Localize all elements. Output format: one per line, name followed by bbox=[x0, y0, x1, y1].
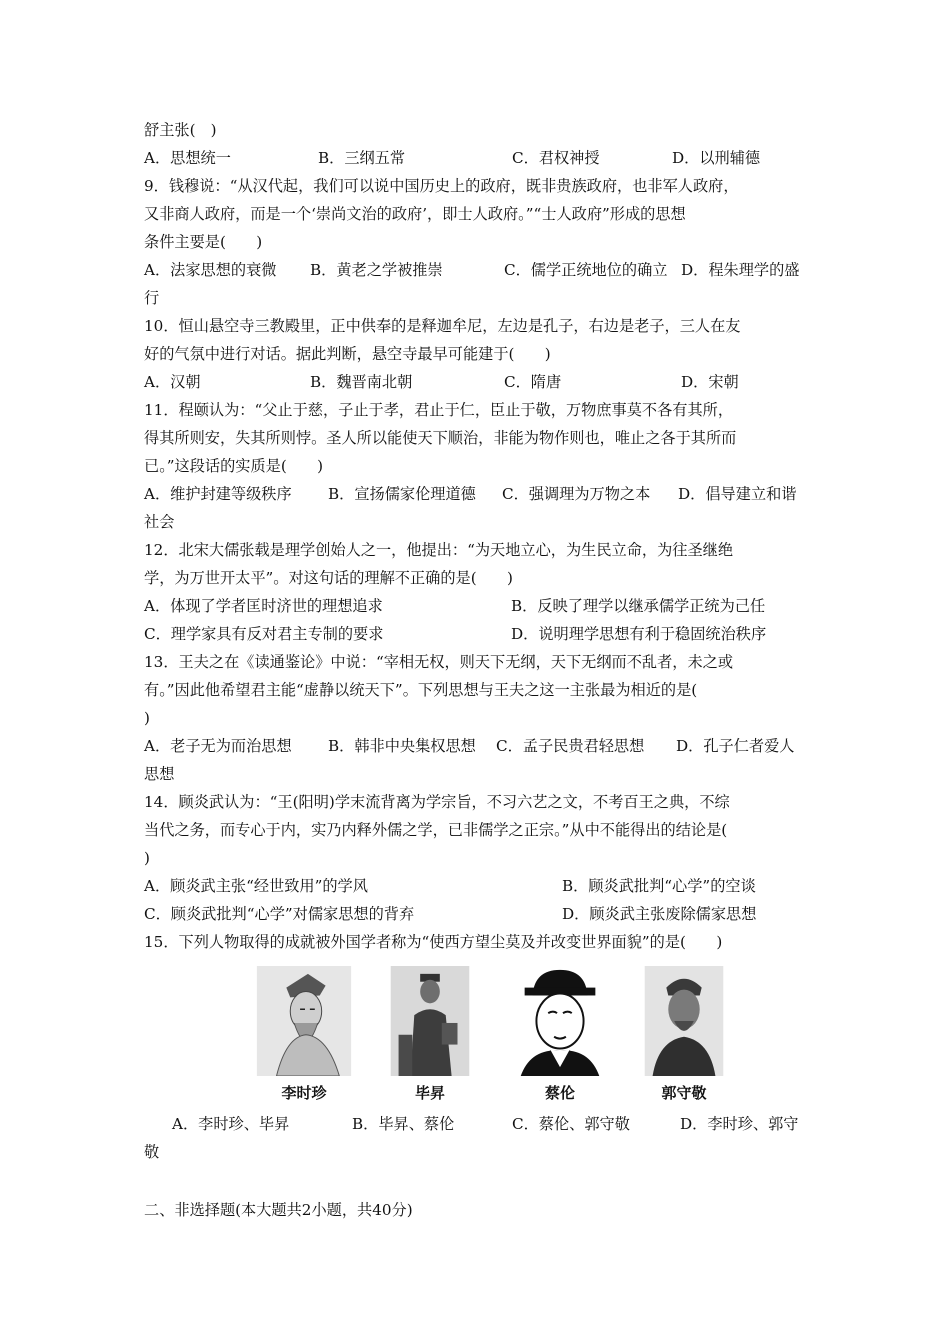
portrait-guo-shoujing bbox=[644, 966, 724, 1076]
q8-option-c[interactable]: C．君权神授 bbox=[512, 149, 600, 167]
q12-option-d[interactable]: D．说明理学思想有利于稳固统治秩序 bbox=[511, 625, 767, 643]
q14-stem-line: 14．顾炎武认为：“王(阳明)学末流背离为学宗旨，不习六艺之文，不考百王之典，不综 bbox=[144, 793, 730, 811]
q9-option-c[interactable]: C．儒学正统地位的确立 bbox=[504, 261, 668, 279]
q8-stem-tail: 舒主张( ) bbox=[144, 121, 217, 139]
q9-stem-line: 又非商人政府，而是一个‘崇尚文治的政府’，即士人政府。”“士人政府”形成的思想 bbox=[144, 205, 686, 223]
q9-options bbox=[144, 256, 812, 284]
q8-options bbox=[144, 144, 812, 172]
caption-li-shizhen: 李时珍 bbox=[281, 1084, 327, 1102]
q13-option-d-wrap: 思想 bbox=[144, 765, 175, 783]
q15-option-c[interactable]: C．蔡伦、郭守敬 bbox=[512, 1115, 630, 1133]
q15-option-a[interactable]: A．李时珍、毕昇 bbox=[172, 1115, 290, 1133]
q10-stem-line: 10．恒山悬空寺三教殿里，正中供奉的是释迦牟尼，左边是孔子，右边是老子，三人在友 bbox=[144, 317, 741, 335]
q13-stem-line: ) bbox=[144, 709, 150, 727]
q9-option-d[interactable]: D．程朱理学的盛 bbox=[681, 261, 800, 279]
q12-option-c[interactable]: C．理学家具有反对君主专制的要求 bbox=[144, 625, 384, 643]
q11-option-a[interactable]: A．维护封建等级秩序 bbox=[144, 485, 292, 503]
q15-options bbox=[144, 1110, 812, 1138]
q13-option-d[interactable]: D．孔子仁者爱人 bbox=[676, 737, 795, 755]
q14-options-row1 bbox=[144, 872, 812, 900]
portrait-captions bbox=[256, 1076, 812, 1110]
q14-option-d[interactable]: D．顾炎武主张废除儒家思想 bbox=[562, 905, 757, 923]
q8-option-b[interactable]: B．三纲五常 bbox=[318, 149, 406, 167]
q15-option-d[interactable]: D．李时珍、郭守 bbox=[680, 1115, 799, 1133]
portrait-drawing-image bbox=[510, 966, 610, 1076]
q14-option-c[interactable]: C．顾炎武批判“心学”对儒家思想的背弃 bbox=[144, 905, 415, 923]
q8-option-d[interactable]: D．以刑辅德 bbox=[672, 149, 761, 167]
q14-option-a[interactable]: A．顾炎武主张“经世致用”的学风 bbox=[144, 877, 368, 895]
caption-cai-lun: 蔡伦 bbox=[544, 1084, 575, 1102]
q13-option-b[interactable]: B．韩非中央集权思想 bbox=[328, 737, 476, 755]
q10-stem-line: 好的气氛中进行对话。据此判断，悬空寺最早可能建于( ) bbox=[144, 345, 551, 363]
portrait-sketch-image bbox=[256, 966, 352, 1076]
q10-option-b[interactable]: B．魏晋南北朝 bbox=[310, 373, 413, 391]
q13-stem-line: 有。”因此他希望君主能“虚静以统天下”。下列思想与王夫之这一主张最为相近的是( bbox=[144, 681, 698, 699]
q12-option-b[interactable]: B．反映了理学以继承儒学正统为己任 bbox=[511, 597, 766, 615]
q10-options bbox=[144, 368, 812, 396]
q10-option-a[interactable]: A．汉朝 bbox=[144, 373, 201, 391]
q11-stem-line: 已。”这段话的实质是( ) bbox=[144, 457, 324, 475]
portrait-bi-sheng bbox=[390, 966, 470, 1076]
q11-option-d-wrap: 社会 bbox=[144, 513, 175, 531]
portrait-row bbox=[256, 966, 812, 1076]
q9-stem-line: 9．钱穆说：“从汉代起，我们可以说中国历史上的政府，既非贵族政府，也非军人政府， bbox=[144, 177, 739, 195]
q13-stem-line: 13．王夫之在《读通鉴论》中说：“宰相无权，则天下无纲，天下无纲而不乱者，未之或 bbox=[144, 653, 734, 671]
q14-option-b[interactable]: B．顾炎武批判“心学”的空谈 bbox=[562, 877, 756, 895]
q12-options-row1 bbox=[144, 592, 812, 620]
q15-stem: 15．下列人物取得的成就被外国学者称为“使西方望尘莫及并改变世界面貌”的是( ) bbox=[144, 933, 723, 951]
statue-image bbox=[390, 966, 470, 1076]
caption-guo-shoujing: 郭守敬 bbox=[661, 1084, 707, 1102]
q12-options-row2 bbox=[144, 620, 812, 648]
q15-option-d-wrap: 敬 bbox=[144, 1143, 160, 1161]
q14-stem-line: 当代之务，而专心于内，实乃内释外儒之学，已非儒学之正宗。”从中不能得出的结论是( bbox=[144, 821, 728, 839]
q9-option-b[interactable]: B．黄老之学被推崇 bbox=[310, 261, 443, 279]
section-2-heading: 二、非选择题(本大题共2小题，共40分) bbox=[144, 1201, 413, 1219]
caption-bi-sheng: 毕昇 bbox=[414, 1084, 445, 1102]
q11-option-c[interactable]: C．强调理为万物之本 bbox=[502, 485, 651, 503]
q12-stem-line: 学，为万世开太平”。对这句话的理解不正确的是( ) bbox=[144, 569, 513, 587]
q11-option-b[interactable]: B．宣扬儒家伦理道德 bbox=[328, 485, 476, 503]
q14-stem-line: ) bbox=[144, 849, 150, 867]
q13-options bbox=[144, 732, 812, 760]
q9-option-d-wrap: 行 bbox=[144, 289, 160, 307]
portrait-li-shizhen bbox=[256, 966, 352, 1076]
q15-option-b[interactable]: B．毕昇、蔡伦 bbox=[352, 1115, 455, 1133]
q12-stem-line: 12．北宋大儒张载是理学创始人之一，他提出：“为天地立心，为生民立命，为往圣继绝 bbox=[144, 541, 734, 559]
bust-image bbox=[644, 966, 724, 1076]
q11-option-d[interactable]: D．倡导建立和谐 bbox=[678, 485, 797, 503]
exam-page bbox=[144, 116, 812, 1224]
portrait-cai-lun bbox=[510, 966, 610, 1076]
q11-options bbox=[144, 480, 812, 508]
q8-option-a[interactable]: A．思想统一 bbox=[144, 149, 231, 167]
q11-stem-line: 得其所则安，失其所则悖。圣人所以能使天下顺治，非能为物作则也，唯止之各于其所而 bbox=[144, 429, 737, 447]
q9-option-a[interactable]: A．法家思想的衰微 bbox=[144, 261, 277, 279]
q12-option-a[interactable]: A．体现了学者匡时济世的理想追求 bbox=[144, 597, 383, 615]
q14-options-row2 bbox=[144, 900, 812, 928]
q10-option-c[interactable]: C．隋唐 bbox=[504, 373, 562, 391]
q13-option-c[interactable]: C．孟子民贵君轻思想 bbox=[496, 737, 645, 755]
q11-stem-line: 11．程颐认为：“父止于慈，子止于孝，君止于仁，臣止于敬，万物庶事莫不各有其所， bbox=[144, 401, 734, 419]
q9-stem-line: 条件主要是( ) bbox=[144, 233, 263, 251]
q13-option-a[interactable]: A．老子无为而治思想 bbox=[144, 737, 292, 755]
q10-option-d[interactable]: D．宋朝 bbox=[681, 373, 739, 391]
